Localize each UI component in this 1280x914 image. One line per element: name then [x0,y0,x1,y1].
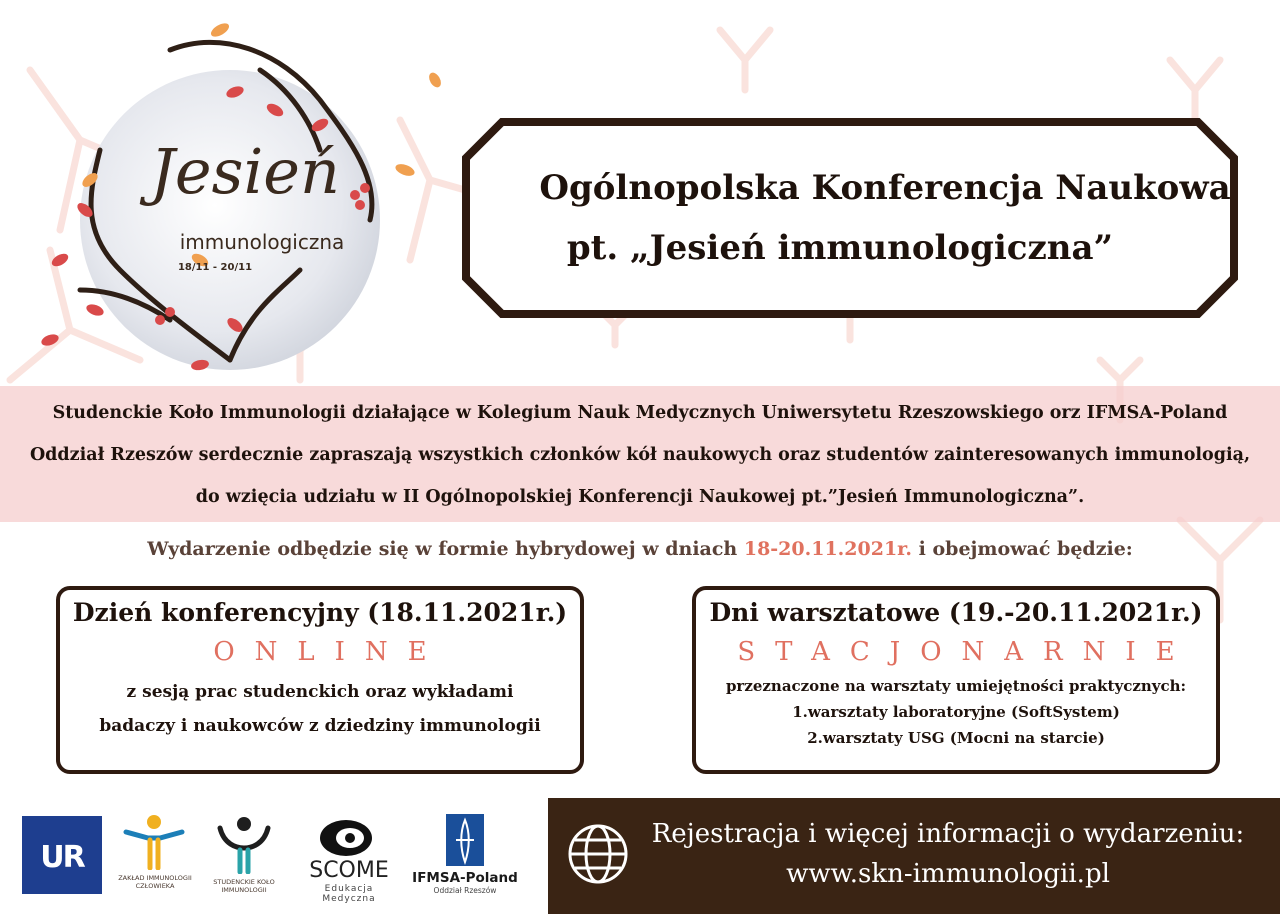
scome-logo-text: SCOME [309,858,389,883]
event-info [0,538,1280,560]
workshop-days-heading: Dni warsztatowe (19.-20.11.2021r.) [709,598,1203,627]
ur-logo-text: UR [40,840,84,875]
registration-url-link[interactable]: www.skn-immunologii.pl [786,859,1110,889]
conference-day-heading: Dzień konferencyjny (18.11.2021r.) [72,598,568,627]
registration-label: Rejestracja i więcej informacji o wydarzeniu: [651,819,1245,849]
ifmsa-logo-icon [446,814,484,866]
skn-immunologii-label: STUDENCKIE KOŁO IMMUNOLOGII [213,878,275,894]
ifmsa-subtitle: Oddział Rzeszów [433,886,497,895]
conference-day-description [60,675,580,743]
event-dates: 18-20.11.2021r. [743,538,913,560]
logo-dates: 18/11 - 20/11 [177,262,253,273]
intro-line-3: do wzięcia udziału w II Ogólnopolskiej Konferencji Naukowej pt.”Jesień Immunologiczna”. [195,487,1085,507]
logo-title: Jesień [150,135,340,208]
event-info-after: i obejmować będzie: [912,538,1133,560]
conference-title: Ogólnopolska Konferencja Naukowa [539,168,1231,208]
zaklad-immunologii-logo-icon [122,812,186,870]
scome-logo-icon [318,818,374,858]
workshop-desc-3: 2.warsztaty USG (Mocni na starcie) [807,729,1105,747]
conference-subtitle: pt. „Jesień immunologiczna” [566,228,1114,268]
globe-icon [566,822,630,886]
workshop-days-description [696,673,1216,751]
conference-day-mode: ONLINE [213,637,447,667]
skn-immunologii-logo-icon [214,814,274,874]
intro-line-2: Oddział Rzeszów serdecznie zapraszają wszystkich członków kół naukowych oraz studentów zainteresowanych immunologią, [29,445,1251,465]
workshop-desc-1: przeznaczone na warsztaty umiejętności praktycznych: [725,677,1187,695]
registration-text [628,814,1268,894]
conference-day-desc-1: z sesją prac studenckich oraz wykładami [126,682,514,702]
title-block [462,118,1238,318]
intro-text [0,392,1280,518]
ifmsa-logo-text: IFMSA-Poland [412,870,518,886]
conference-day-desc-2: badaczy i naukowców z dziedziny immunologii [99,716,541,736]
logo-subtitle: immunologiczna [179,230,345,254]
event-info-before: Wydarzenie odbędzie się w formie hybrydowej w dniach [147,538,744,560]
intro-line-1: Studenckie Koło Immunologii działające w Kolegium Nauk Medycznych Uniwersytetu Rzeszowskiego orz IFMSA-Poland [52,403,1228,423]
workshop-days-mode: STACJONARNIE [737,637,1195,667]
workshop-desc-2: 1.warsztaty laboratoryjne (SoftSystem) [792,703,1120,721]
conference-day-card [56,586,584,774]
zaklad-immunologii-label: ZAKŁAD IMMUNOLOGII CZŁOWIEKA [118,874,192,890]
scome-subtitle: Edukacja Medyczna [322,884,376,904]
workshop-days-card [692,586,1220,774]
